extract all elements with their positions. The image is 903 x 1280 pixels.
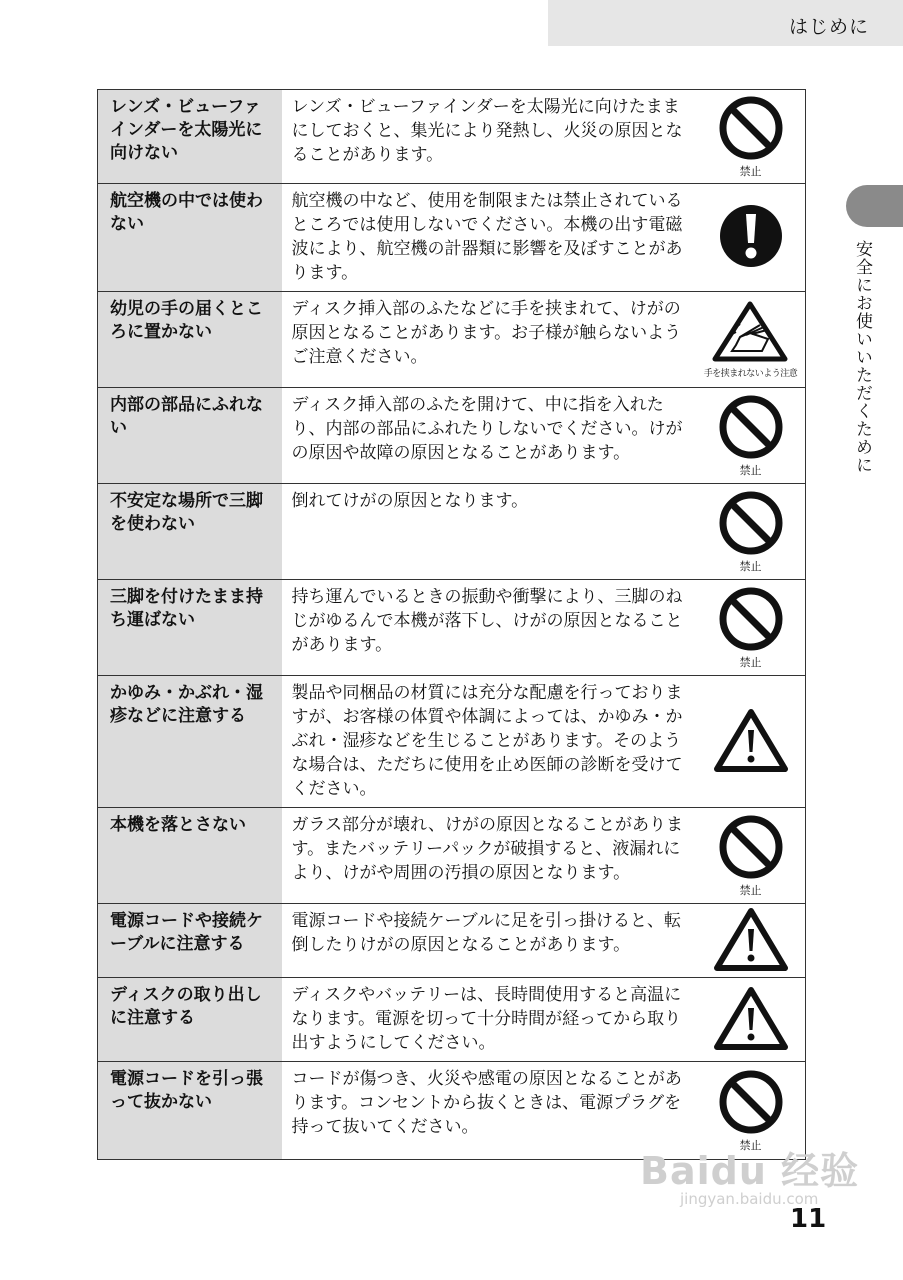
safety-row-title: 幼児の手の届くところに置かない [98, 292, 282, 388]
watermark [640, 1140, 860, 1220]
safety-row-title: レンズ・ビューファインダーを太陽光に向けない [98, 90, 282, 184]
safety-row [98, 484, 806, 580]
prohibition-icon [718, 814, 784, 884]
symbol-caption: 禁止 [739, 655, 762, 669]
safety-row-description: ディスクやバッテリーは、長時間使用すると高温になります。電源を切って十分時間が経ってから取り出すようにしてください。 [282, 978, 697, 1062]
section-title: はじめに [788, 16, 869, 38]
safety-row-description: ガラス部分が壊れ、けがの原因となることがあります。またバッテリーパックが破損すると、液漏れにより、けがや周囲の汚損の原因となります。 [282, 808, 697, 904]
safety-row-symbol-cell [697, 904, 806, 978]
safety-row-symbol-cell [697, 388, 806, 484]
safety-row-description: 電源コードや接続ケーブルに足を引っ掛けると、転倒したりけがの原因となることがあります。 [282, 904, 697, 978]
caution-icon [712, 984, 790, 1056]
prohibition-icon [718, 490, 784, 560]
safety-row [98, 292, 806, 388]
page-number: 11 [790, 1204, 827, 1234]
prohibition-icon [718, 1069, 784, 1139]
caution-icon [712, 706, 790, 778]
safety-row-symbol-cell [697, 676, 806, 808]
safety-row-description: 製品や同梱品の材質には充分な配慮を行っておりますが、お客様の体質や体調によっては、かゆみ・かぶれ・湿疹などを生じることがあります。そのような場合は、ただちに使用を止め医師の診断を受けてください。 [282, 676, 697, 808]
safety-row-description: 航空機の中など、使用を制限または禁止されているところでは使用しないでください。本機の出す電磁波により、航空機の計器類に影響を及ぼすことがあります。 [282, 184, 697, 292]
safety-row-description: コードが傷つき、火災や感電の原因となることがあります。コンセントから抜くときは、電源プラグを持って抜いてください。 [282, 1062, 697, 1160]
safety-row [98, 184, 806, 292]
symbol-caption: 禁止 [739, 463, 762, 477]
safety-row-title: 三脚を付けたまま持ち運ばない [98, 580, 282, 676]
section-header-tab [548, 0, 903, 46]
safety-row-symbol-cell [697, 808, 806, 904]
safety-row-symbol-cell [697, 292, 806, 388]
safety-row-description: ディスク挿入部のふたなどに手を挟まれて、けがの原因となることがあります。お子様が触らないようご注意ください。 [282, 292, 697, 388]
safety-row [98, 580, 806, 676]
safety-row-title: 内部の部品にふれない [98, 388, 282, 484]
safety-row-symbol-cell [697, 580, 806, 676]
safety-row [98, 904, 806, 978]
safety-row-description: レンズ・ビューファインダーを太陽光に向けたままにしておくと、集光により発熱し、火災の原因となることがあります。 [282, 90, 697, 184]
safety-row-description: 持ち運んでいるときの振動や衝撃により、三脚のねじがゆるんで本機が落下し、けがの原因となることがあります。 [282, 580, 697, 676]
safety-row [98, 676, 806, 808]
safety-table-body [98, 90, 806, 1160]
safety-row-title: ディスクの取り出しに注意する [98, 978, 282, 1062]
safety-row-symbol-cell [697, 978, 806, 1062]
symbol-caption: 禁止 [739, 559, 762, 573]
safety-row-description: ディスク挿入部のふたを開けて、中に指を入れたり、内部の部品にふれたりしないでください。けがの原因や故障の原因となることがあります。 [282, 388, 697, 484]
safety-row-symbol-cell [697, 184, 806, 292]
safety-row-symbol-cell [697, 484, 806, 580]
safety-row [98, 90, 806, 184]
safety-row-description: 倒れてけがの原因となります。 [282, 484, 697, 580]
safety-table [97, 89, 806, 1160]
caution-icon [712, 905, 790, 977]
safety-row-symbol-cell [697, 90, 806, 184]
watermark-logo-text: Baidu 经验 [640, 1149, 860, 1193]
watermark-url: jingyan.baidu.com [680, 1190, 819, 1208]
safety-row-title: 電源コードを引っ張って抜かない [98, 1062, 282, 1160]
safety-row-title: 航空機の中では使わない [98, 184, 282, 292]
safety-row-title: 本機を落とさない [98, 808, 282, 904]
symbol-caption: 禁止 [739, 164, 762, 178]
symbol-caption: 禁止 [739, 1138, 762, 1152]
safety-row-title: かゆみ・かぶれ・湿疹などに注意する [98, 676, 282, 808]
safety-row-title: 電源コードや接続ケーブルに注意する [98, 904, 282, 978]
safety-row [98, 978, 806, 1062]
symbol-caption: 禁止 [739, 883, 762, 897]
symbol-caption: 手を挟まれないよう注意 [703, 368, 798, 379]
safety-row [98, 808, 806, 904]
hand-pinch-warning-icon [710, 299, 790, 367]
prohibition-icon [718, 95, 784, 165]
safety-row-title: 不安定な場所で三脚を使わない [98, 484, 282, 580]
safety-row [98, 388, 806, 484]
side-tab-marker [846, 185, 903, 227]
prohibition-icon [718, 394, 784, 464]
side-tab-label: 安全にお使いいただくために [852, 240, 872, 474]
mandatory-icon [718, 203, 784, 273]
prohibition-icon [718, 586, 784, 656]
